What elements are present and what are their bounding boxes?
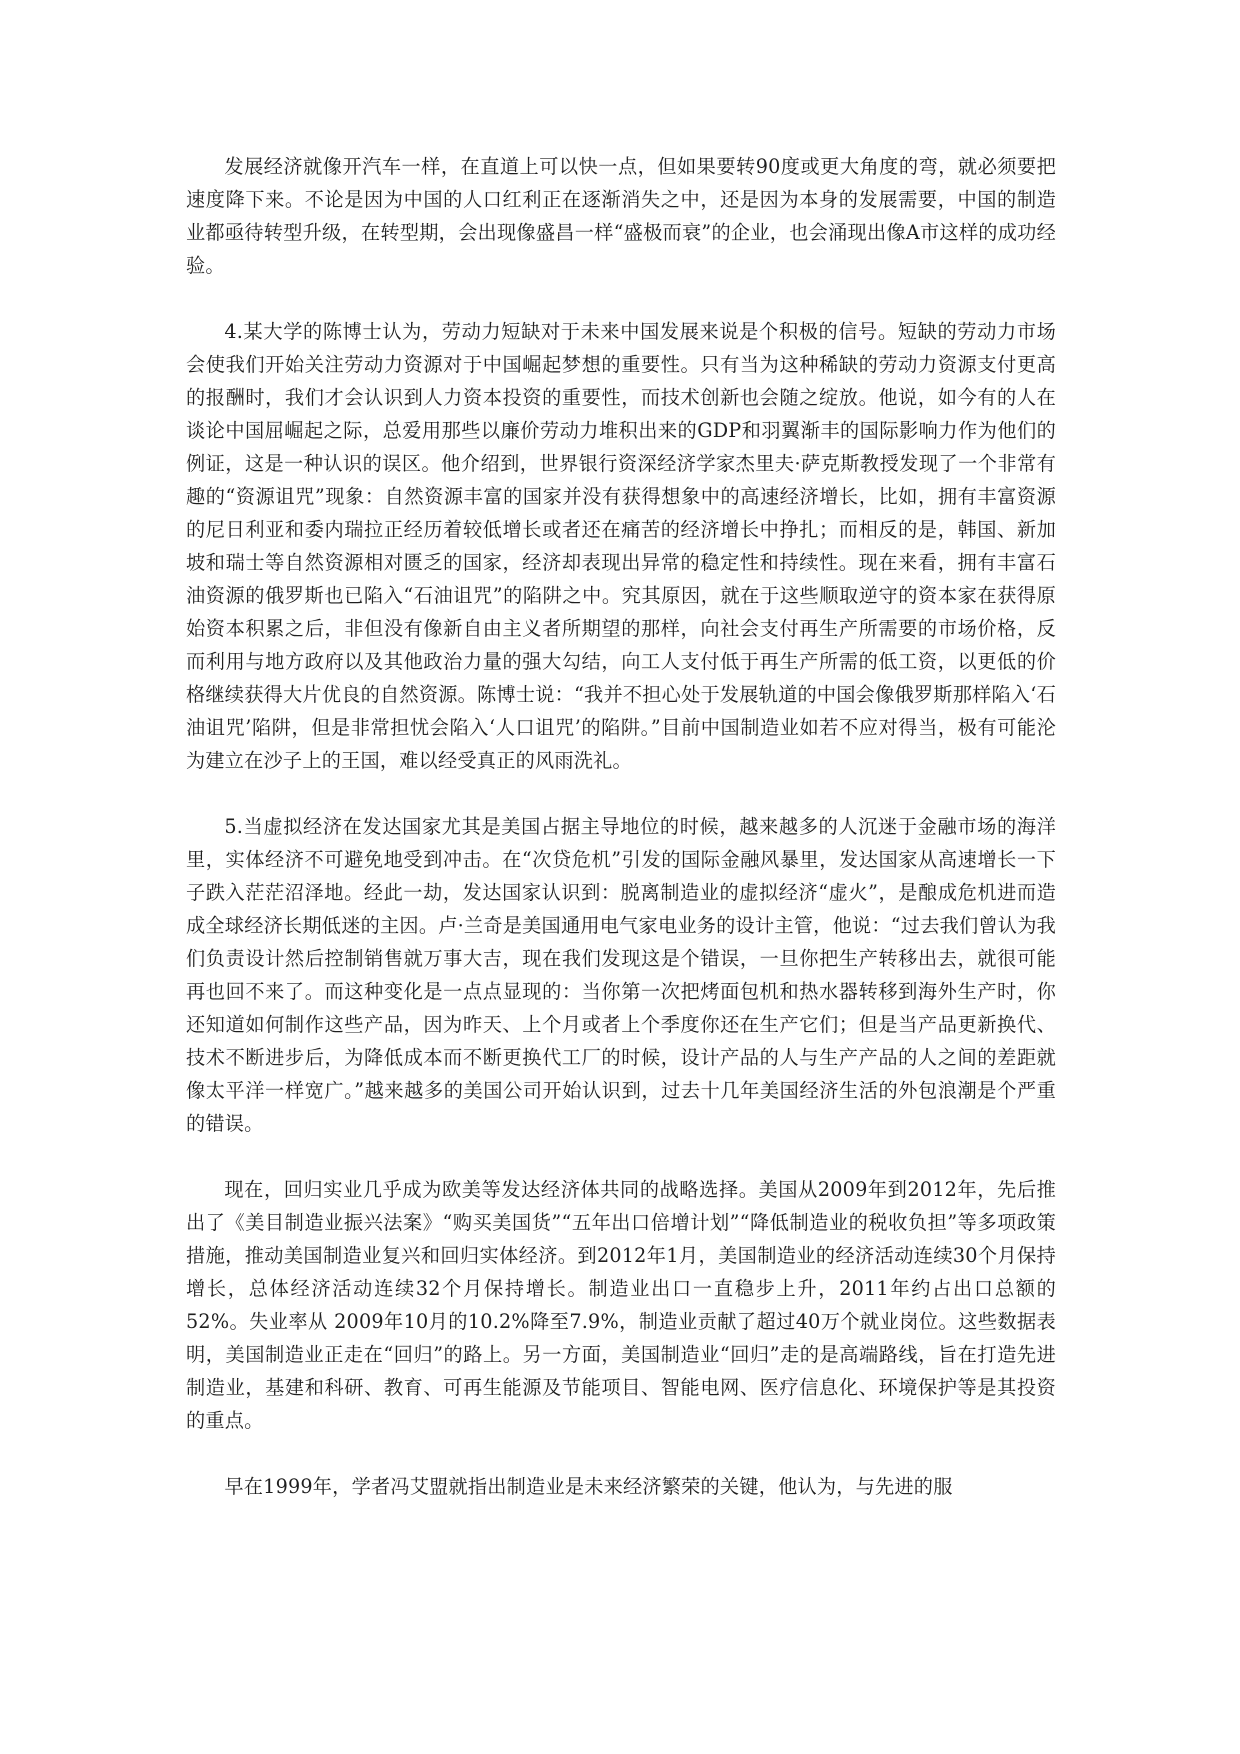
document-body xyxy=(186,150,1056,1503)
paragraph-3: 5.当虚拟经济在发达国家尤其是美国占据主导地位的时候，越来越多的人沉迷于金融市场的海洋里，实体经济不可避免地受到冲击。在“次贷危机”引发的国际金融风暴里，发达国家从高速增长一下子跌入茫茫沼泽地。经此一劫，发达国家认识到：脱离制造业的虚拟经济“虚火”，是酿成危机进而造成全球经济长期低迷的主因。卢·兰奇是美国通用电气家电业务的设计主管，他说：“过去我们曾认为我们负责设计然后控制销售就万事大吉，现在我们发现这是个错误，一旦你把生产转移出去，就很可能再也回不来了。而这种变化是一点点显现的：当你第一次把烤面包机和热水器转移到海外生产时，你还知道如何制作这些产品，因为昨天、上个月或者上个季度你还在生产它们；但是当产品更新换代、技术不断进步后，为降低成本而不断更换代工厂的时候，设计产品的人与生产产品的人之间的差距就像太平洋一样宽广。”越来越多的美国公司开始认识到，过去十几年美国经济生活的外包浪潮是个严重的错误。 xyxy=(186,815,1056,1135)
paragraph-1: 发展经济就像开汽车一样，在直道上可以快一点，但如果要转90度或更大角度的弯，就必须要把速度降下来。不论是因为中国的人口红利正在逐渐消失之中，还是因为本身的发展需要，中国的制造业都亟待转型升级，在转型期，会出现像盛昌一样“盛极而衰”的企业，也会涌现出像A市这样的成功经验。 xyxy=(186,155,1056,277)
paragraph-4: 现在，回归实业几乎成为欧美等发达经济体共同的战略选择。美国从2009年到2012年，先后推出了《美目制造业振兴法案》“购买美国货”“五年出口倍增计划”“降低制造业的税收负担”等多项政策措施，推动美国制造业复兴和回归实体经济。到2012年1月，美国制造业的经济活动连续30个月保持增长，总体经济活动连续32个月保持增长。制造业出口一直稳步上升，2011年约占出口总额的52%。失业率从 2009年10月的10.2%降至7.9%，制造业贡献了超过40万个就业岗位。这些数据表明，美国制造业正走在“回归”的路上。另一方面，美国制造业“回归”走的是高端路线，旨在打造先进制造业，基建和科研、教育、可再生能源及节能项目、智能电网、医疗信息化、环境保护等是其投资的重点。 xyxy=(186,1178,1056,1432)
paragraph-2: 4.某大学的陈博士认为，劳动力短缺对于未来中国发展来说是个积极的信号。短缺的劳动力市场会使我们开始关注劳动力资源对于中国崛起梦想的重要性。只有当为这种稀缺的劳动力资源支付更高的报酬时，我们才会认识到人力资本投资的重要性，而技术创新也会随之绽放。他说，如今有的人在谈论中国屈崛起之际，总爱用那些以廉价劳动力堆积出来的GDP和羽翼渐丰的国际影响力作为他们的例证，这是一种认识的误区。他介绍到，世界银行资深经济学家杰里夫·萨克斯教授发现了一个非常有趣的“资源诅咒”现象：自然资源丰富的国家并没有获得想象中的高速经济增长，比如，拥有丰富资源的尼日利亚和委内瑞拉正经历着较低增长或者还在痛苦的经济增长中挣扎；而相反的是，韩国、新加坡和瑞士等自然资源相对匮乏的国家，经济却表现出异常的稳定性和持续性。现在来看，拥有丰富石油资源的俄罗斯也已陷入“石油诅咒”的陷阱之中。究其原因，就在于这些顺取逆守的资本家在获得原始资本积累之后，非但没有像新自由主义者所期望的那样，向社会支付再生产所需要的市场价格，反而利用与地方政府以及其他政治力量的强大勾结，向工人支付低于再生产所需的低工资，以更低的价格继续获得大片优良的自然资源。陈博士说：“我并不担心处于发展轨道的中国会像俄罗斯那样陷入‘石油诅咒’陷阱，但是非常担忧会陷入‘人口诅咒’的陷阱。”目前中国制造业如若不应对得当，极有可能沦为建立在沙子上的王国，难以经受真正的风雨洗礼。 xyxy=(186,320,1056,772)
paragraph-5: 早在1999年，学者冯艾盟就指出制造业是未来经济繁荣的关键，他认为，与先进的服 xyxy=(224,1475,953,1498)
